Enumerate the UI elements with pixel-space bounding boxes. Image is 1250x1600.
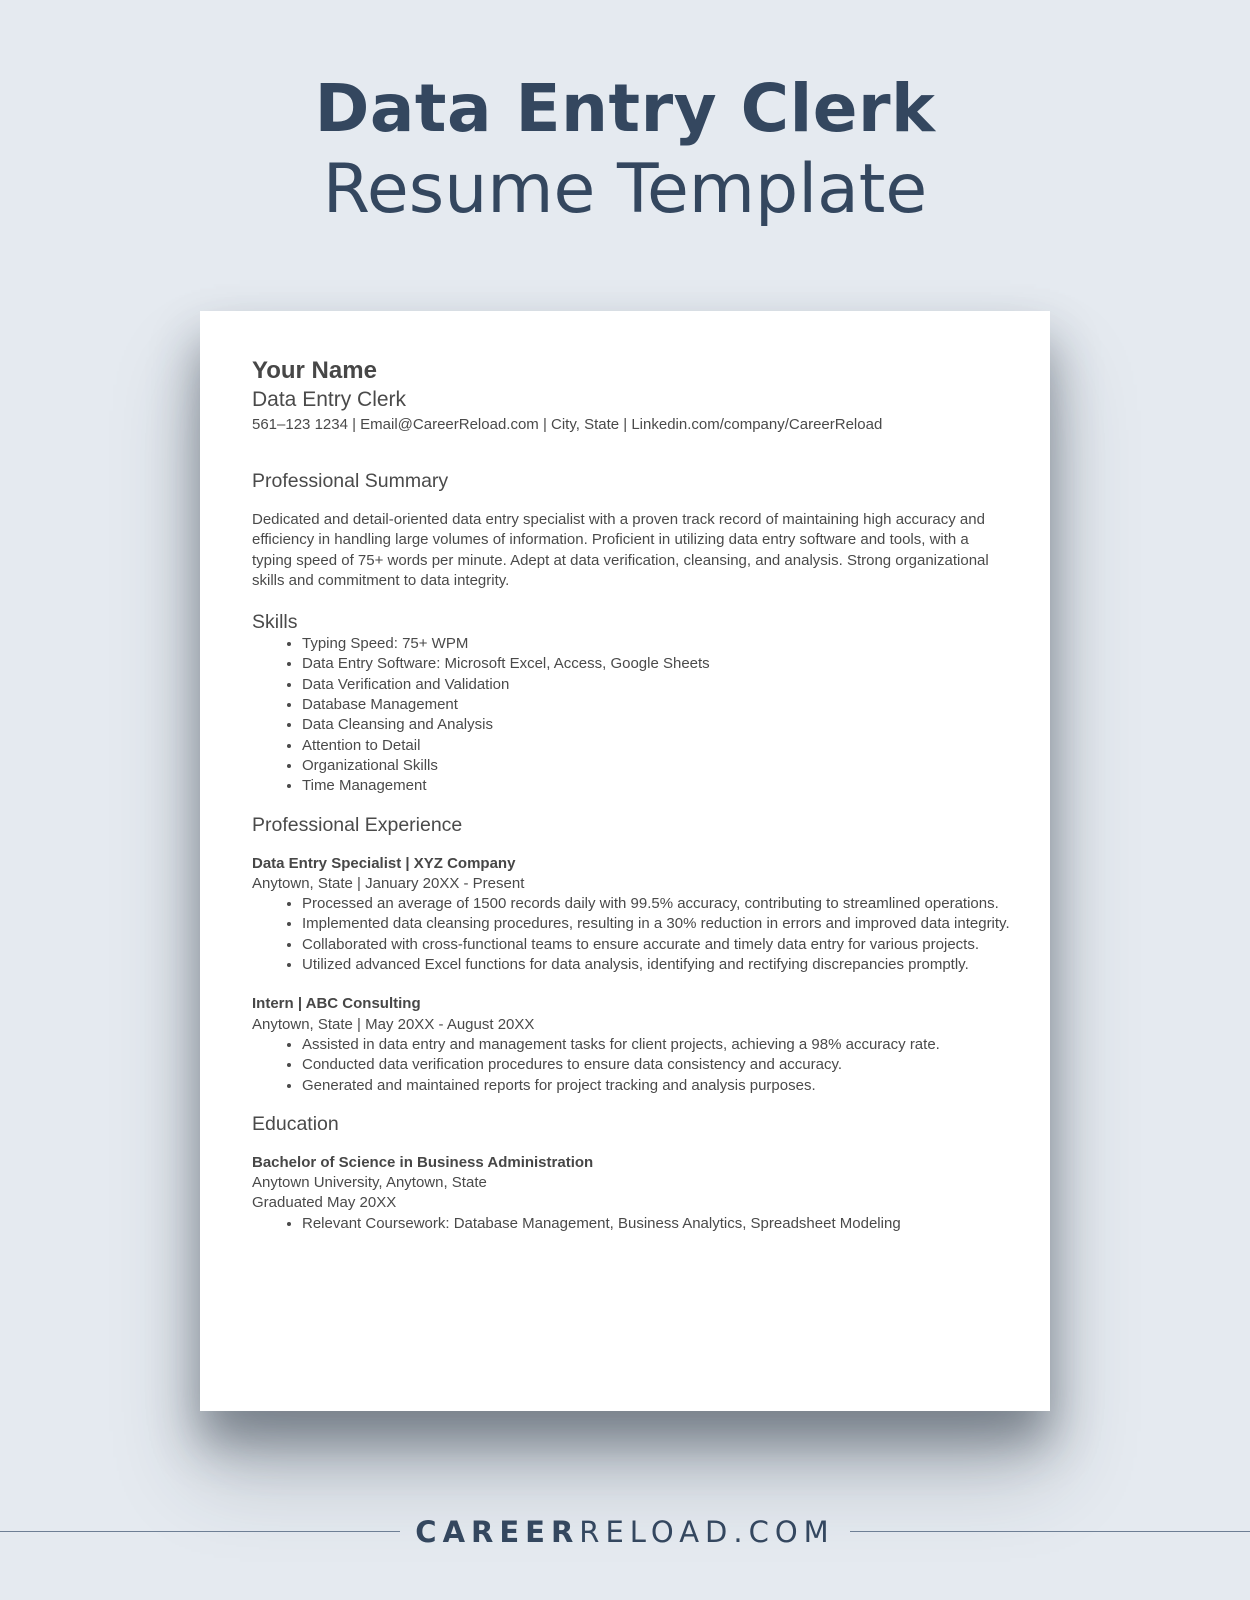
job-bullet: • Collaborated with cross-functional teams to ensure accurate and timely data entry for various projects. bbox=[302, 935, 1012, 955]
experience-heading: Professional Experience bbox=[252, 813, 463, 836]
job-bullets bbox=[252, 894, 1012, 975]
job-bullet: • Assisted in data entry and management tasks for client projects, achieving a 98% accuracy rate. bbox=[302, 1035, 1012, 1055]
footer-brand-bold: CAREER bbox=[415, 1515, 580, 1549]
footer-brand-rest: RELOAD.COM bbox=[579, 1515, 835, 1549]
skill-item: • Attention to Detail bbox=[302, 736, 1012, 756]
education-graduated: Graduated May 20XX bbox=[252, 1194, 397, 1212]
job-title: Data Entry Specialist | XYZ Company bbox=[252, 854, 516, 872]
job-bullet: • Implemented data cleansing procedures, resulting in a 30% reduction in errors and improved data integrity. bbox=[302, 914, 1012, 934]
skill-item: • Organizational Skills bbox=[302, 756, 1012, 776]
resume-role: Data Entry Clerk bbox=[252, 388, 407, 411]
skill-item: • Data Cleansing and Analysis bbox=[302, 715, 1012, 735]
skills-list bbox=[252, 634, 1012, 796]
resume-page bbox=[200, 311, 1050, 1411]
resume-content bbox=[252, 357, 1012, 1234]
skill-item: • Data Entry Software: Microsoft Excel, Access, Google Sheets bbox=[302, 654, 1012, 674]
job-meta: Anytown, State | May 20XX - August 20XX bbox=[252, 1015, 535, 1033]
skills-heading: Skills bbox=[252, 611, 298, 634]
job-bullet: • Utilized advanced Excel functions for data analysis, identifying and rectifying discrepancies promptly. bbox=[302, 955, 1012, 975]
skill-item: • Time Management bbox=[302, 776, 1012, 796]
skill-item: • Database Management bbox=[302, 695, 1012, 715]
hero-title-line1: Data Entry Clerk bbox=[314, 70, 936, 147]
education-heading: Education bbox=[252, 1112, 339, 1135]
job-title: Intern | ABC Consulting bbox=[252, 995, 421, 1013]
resume-name: Your Name bbox=[252, 357, 377, 384]
job-meta: Anytown, State | January 20XX - Present bbox=[252, 874, 525, 892]
summary-text: Dedicated and detail-oriented data entry specialist with a proven track record of maintaining high accuracy and efficiency in handling large volumes of information. Proficient in utilizing data entry software and tools, with a typing speed of 75+ words per minute. Adept at data verification, cleansing, and analysis. Strong organizational skills and commitment to data integrity. bbox=[252, 511, 989, 589]
job-bullets bbox=[252, 1035, 1012, 1096]
job-bullet: • Conducted data verification procedures to ensure data consistency and accuracy. bbox=[302, 1055, 1012, 1075]
education-bullet: • Relevant Coursework: Database Management, Business Analytics, Spreadsheet Modeling bbox=[302, 1214, 1012, 1234]
job-bullet: • Generated and maintained reports for project tracking and analysis purposes. bbox=[302, 1076, 1012, 1096]
skill-item: • Data Verification and Validation bbox=[302, 675, 1012, 695]
education-bullets bbox=[252, 1214, 1012, 1234]
hero-title-line2: Resume Template bbox=[322, 150, 928, 229]
job-bullet: • Processed an average of 1500 records daily with 99.5% accuracy, contributing to streamlined operations. bbox=[302, 894, 1012, 914]
summary-heading: Professional Summary bbox=[252, 470, 449, 492]
resume-contact: 561–123 1234 | Email@CareerReload.com | City, State | Linkedin.com/company/CareerReload bbox=[252, 416, 883, 433]
education-school: Anytown University, Anytown, State bbox=[252, 1174, 487, 1192]
education-degree: Bachelor of Science in Business Administration bbox=[252, 1153, 594, 1171]
footer-brand bbox=[0, 1514, 1250, 1550]
skill-item: • Typing Speed: 75+ WPM bbox=[302, 634, 1012, 654]
